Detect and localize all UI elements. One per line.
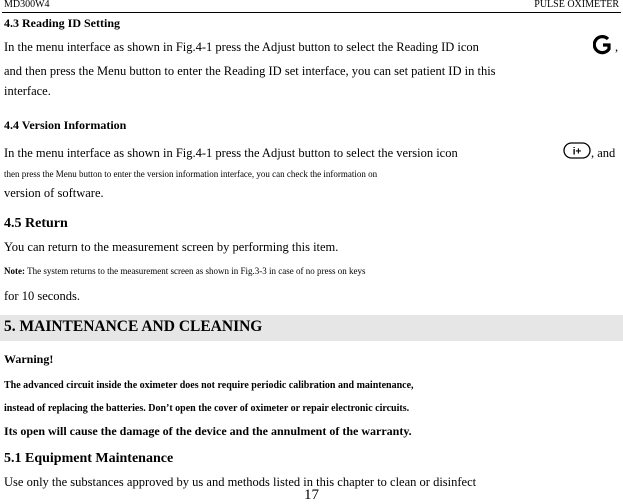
section-4-3-line2: and then press the Menu button to enter the Reading ID set interface, you can set patient ID in this <box>4 64 496 78</box>
svg-text:i+: i+ <box>572 146 582 158</box>
warning-line1: The advanced circuit inside the oximeter does not require periodic calibration and maintenance, <box>4 380 414 391</box>
warning-line2: instead of replacing the batteries. Don’t open the cover of oximeter or repair electronic circuits. <box>4 403 410 414</box>
section-4-5-note <box>4 266 366 276</box>
version-info-icon <box>563 142 591 159</box>
header-right: PULSE OXIMETER <box>534 0 619 10</box>
reading-id-g-icon <box>593 34 613 56</box>
section-4-4-line1: In the menu interface as shown in Fig.4-1 press the Adjust button to select the version icon <box>4 146 458 160</box>
section-5-1-title: 5.1 Equipment Maintenance <box>4 451 174 466</box>
note-label: Note: <box>4 266 25 276</box>
warning-title: Warning! <box>4 352 54 366</box>
section-4-5-title: 4.5 Return <box>4 216 68 231</box>
section-4-4-title: 4.4 Version Information <box>4 118 127 132</box>
section-4-4-line3: version of software. <box>4 186 104 200</box>
header-left: MD300W4 <box>4 0 50 10</box>
section-4-3-line1: In the menu interface as shown in Fig.4-1 press the Adjust button to select the Reading ID icon <box>4 40 479 54</box>
section-4-4-line2: then press the Menu button to enter the version information interface, you can check the information on <box>4 169 378 179</box>
chapter-5-title: 5. MAINTENANCE AND CLEANING <box>4 318 263 335</box>
section-4-3-line1-tail: , <box>615 40 619 54</box>
header-rule <box>2 12 621 13</box>
section-4-5-line3: for 10 seconds. <box>4 289 81 303</box>
section-5-1-line1: Use only the substances approved by us and methods listed in this chapter to clean or disinfect <box>4 475 477 489</box>
section-4-5-line1: You can return to the measurement screen by performing this item. <box>4 240 339 254</box>
section-4-4-line1-tail: , and <box>591 146 616 160</box>
section-4-3-title: 4.3 Reading ID Setting <box>4 16 121 30</box>
note-text: The system returns to the measurement screen as shown in Fig.3-3 in case of no press on keys <box>25 266 366 276</box>
page-number: 17 <box>304 487 319 503</box>
warning-line3: Its open will cause the damage of the device and the annulment of the warranty. <box>4 424 412 438</box>
section-4-3-line3: interface. <box>4 84 51 98</box>
